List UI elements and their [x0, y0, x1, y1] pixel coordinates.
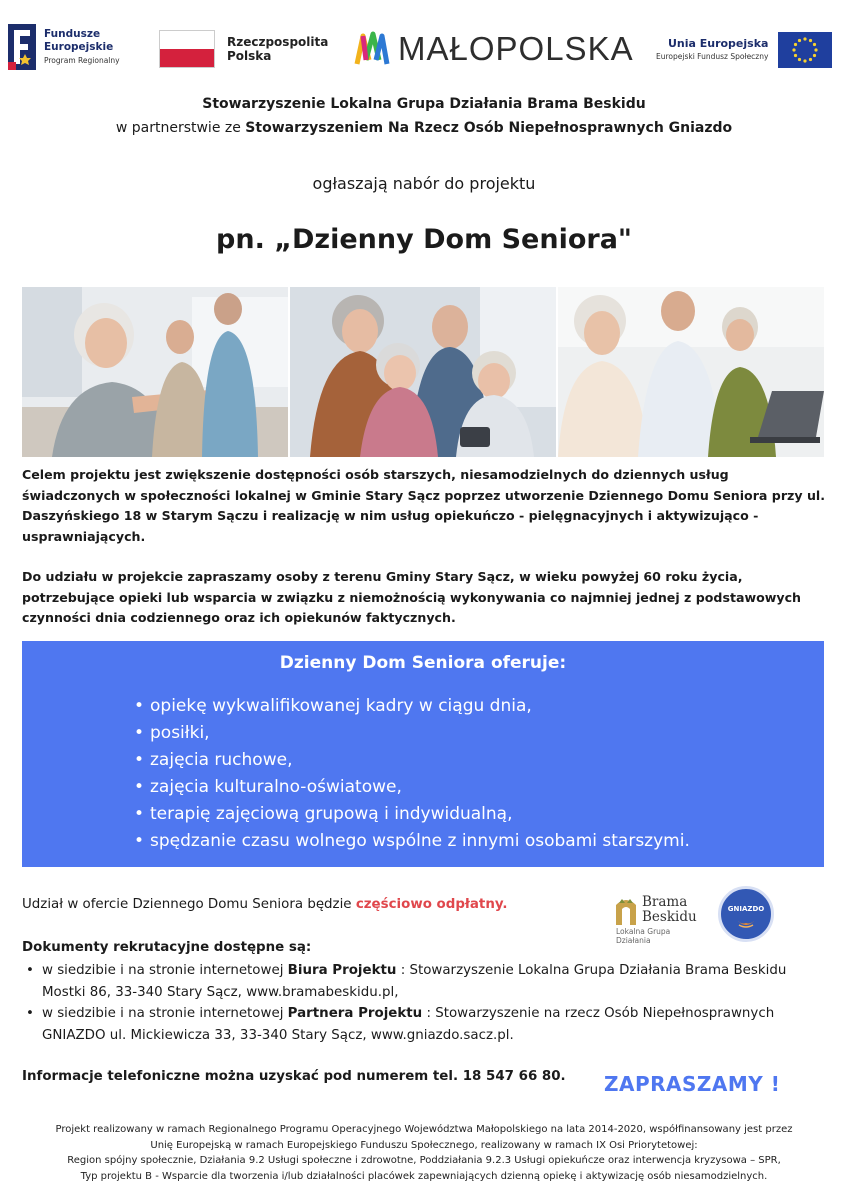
gniazdo-logo — [718, 886, 774, 942]
documents-item — [22, 1003, 828, 1046]
footer-line: Projekt realizowany w ramach Regionalnego Programu Operacyjnego Województwa Małopolskiego na lata 2014-2020, współfinansowany jest przez — [55, 1124, 793, 1135]
offer-item: • terapię zajęciową grupową i indywidualną, — [134, 801, 690, 828]
footer-line: Typ projektu B - Wsparcie dla tworzenia i/lub działalności placówek zapewniających dzienną opiekę i aktywizację osób niesamodzielnych. — [80, 1170, 768, 1182]
partner-name: Stowarzyszeniem Na Rzecz Osób Niepełnosprawnych Gniazdo — [245, 120, 733, 136]
seniors-tablet-photo — [290, 287, 556, 457]
lgd-sub: Lokalna Grupa Działania — [616, 927, 671, 945]
fee-highlight: częściowo odpłatny. — [355, 897, 508, 912]
offer-item: • spędzanie czasu wolnego wspólne z innymi osobami starszymi. — [134, 828, 690, 855]
eu-flag-icon — [778, 32, 832, 68]
documents-heading: Dokumenty rekrutacyjne dostępne są: — [22, 940, 312, 955]
funding-footer — [0, 1122, 848, 1184]
documents-item-prefix: w siedzibie i na stronie internetowej — [42, 963, 288, 978]
partner-prefix: w partnerstwie ze — [115, 120, 246, 136]
documents-item — [22, 960, 828, 1003]
brama-beskidu-logo — [614, 894, 704, 945]
rp-name: Rzeczpospolita Polska — [227, 35, 329, 63]
documents-item-rest: : Stowarzyszenie Lokalna Grupa Działania Brama Beskidu Mostki 86, 33-340 Stary Sącz, www.bramabeskidu.pl, — [42, 963, 787, 1000]
fe-sub: Program Regionalny — [44, 55, 120, 65]
lgd-name-line2: Beskidu — [642, 909, 697, 925]
partner-line — [0, 120, 848, 136]
offer-item: • opiekę wykwalifikowanej kadry w ciągu dnia, — [134, 693, 690, 720]
offer-item: • zajęcia kulturalno-oświatowe, — [134, 774, 690, 801]
documents-item-bold: Biura Projektu — [287, 963, 397, 978]
announcement-text: ogłaszają nabór do projektu — [312, 174, 536, 193]
project-title: pn. „Dzienny Dom Seniora" — [216, 224, 632, 255]
fe-name: Fundusze Europejskie — [44, 27, 114, 53]
fundusze-europejskie-icon — [8, 24, 36, 70]
phone-info: Informacje telefoniczne można uzyskać pod numerem tel. 18 547 66 80. — [22, 1069, 566, 1084]
logo-strip — [0, 22, 848, 78]
seniors-exercise-photo — [22, 287, 288, 457]
offer-item: • zajęcia ruchowe, — [134, 747, 690, 774]
ue-text — [656, 37, 768, 63]
documents-list — [22, 960, 828, 1046]
offer-title: Dzienny Dom Seniora oferuje: — [279, 653, 567, 673]
offer-list — [134, 693, 690, 855]
project-goal-paragraph: Celem projektu jest zwiększenie dostępności osób starszych, niesamodzielnych do dziennych usług świadczonych w społeczności lokalnej w Gminie Stary Sącz poprzez utworzenie Dziennego Domu Seniora przy ul. Daszyńskiego 18 w Starym Sączu i realizację w nim usług opiekuńczo - pielęgnacyjnych i aktywizująco - usprawniających. — [22, 467, 826, 545]
photo-strip — [22, 287, 824, 457]
invitation-text: ZAPRASZAMY ! — [604, 1072, 781, 1096]
seniors-laptop-photo — [558, 287, 824, 457]
eligibility-paragraph: Do udziału w projekcie zapraszamy osoby z terenu Gminy Stary Sącz, w wieku powyżej 60 roku życia, potrzebujące opieki lub wsparcia w związku z niemożnością wykonywania co najmniej jednej z podstawowych czynności dnia codziennego oraz ich opiekunów faktycznych. — [22, 569, 802, 626]
documents-item-prefix: w siedzibie i na stronie internetowej — [42, 1006, 288, 1021]
organizer-line: Stowarzyszenie Lokalna Grupa Działania Brama Beskidu — [202, 96, 646, 112]
fee-prefix: Udział w ofercie Dziennego Domu Seniora będzie — [22, 897, 356, 912]
malopolska-logo — [354, 30, 634, 68]
brama-gate-icon — [614, 897, 638, 925]
bird-nest-icon — [735, 915, 757, 929]
fundusze-europejskie-text — [44, 28, 124, 67]
malopolska-text: MAŁOPOLSKA — [398, 30, 634, 67]
unia-europejska-logo — [656, 32, 832, 68]
lgd-name — [642, 895, 697, 925]
gniazdo-label: GNIAZDO — [727, 905, 765, 913]
offer-item: • posiłki, — [134, 720, 690, 747]
malopolska-m-icon — [354, 30, 390, 68]
rzeczpospolita-logo — [159, 30, 327, 68]
polish-flag-icon — [159, 30, 215, 68]
fee-info — [22, 897, 507, 912]
fundusze-europejskie-logo — [8, 24, 124, 70]
documents-item-bold: Partnera Projektu — [287, 1006, 423, 1021]
footer-line: Region spójny społecznie, Działania 9.2 Usługi społeczne i zdrowotne, Poddziałania 9.2.3 Usługi opiekuńcze oraz interwencja kryzysowa – SPR, — [67, 1155, 781, 1166]
lgd-name-line1: Brama — [642, 894, 688, 910]
footer-line: Unię Europejską w ramach Europejskiego Funduszu Społecznego, realizowany w ramach IX Osi Priorytetowej: — [150, 1139, 698, 1151]
ue-sub: Europejski Fundusz Społeczny — [656, 52, 769, 61]
documents-item-rest: : Stowarzyszenie na rzecz Osób Niepełnosprawnych GNIAZDO ul. Mickiewicza 33, 33-340 Stary Sącz, www.gniazdo.sacz.pl. — [42, 1006, 775, 1043]
offer-box — [22, 641, 824, 867]
ue-name: Unia Europejska — [667, 37, 769, 50]
